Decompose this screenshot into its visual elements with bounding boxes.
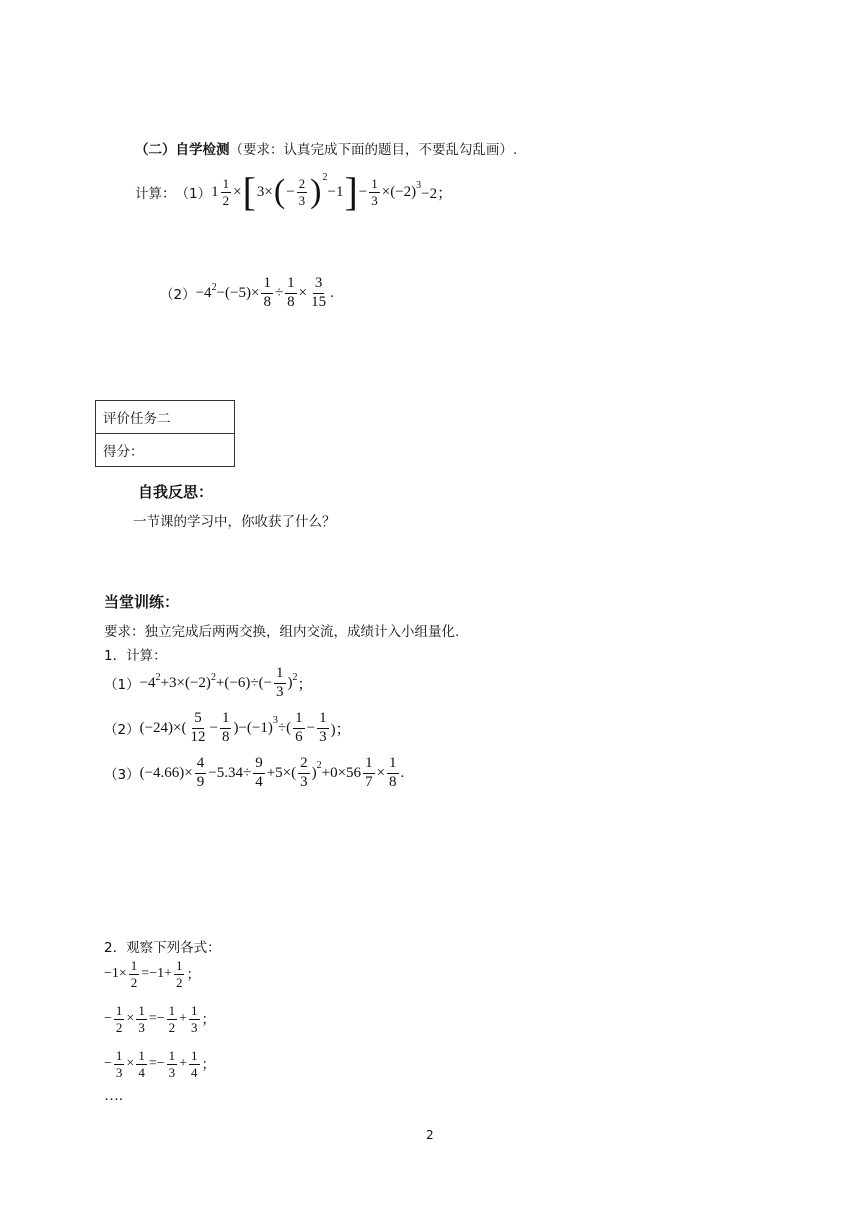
section-requirement: （要求：认真完成下面的题目，不要乱勾乱画）. — [229, 142, 518, 158]
expr-part: −4 — [139, 674, 156, 691]
expr-part: ÷( — [277, 719, 292, 736]
denominator: 3 — [115, 1064, 123, 1080]
numerator: 4 — [195, 756, 207, 774]
denominator: 3 — [191, 1019, 198, 1035]
denominator: 2 — [175, 974, 183, 990]
numerator: 1 — [293, 711, 305, 729]
numerator: 1 — [220, 711, 232, 729]
exponent: 3 — [272, 715, 278, 726]
denominator: 3 — [168, 1064, 176, 1080]
expr-part: −1 — [327, 183, 344, 200]
numerator: 1 — [130, 957, 138, 973]
section-title: 自学检测 — [175, 142, 230, 158]
numerator: 1 — [285, 276, 297, 294]
numerator: 1 — [175, 957, 183, 973]
exponent: 2 — [211, 282, 217, 293]
fraction — [253, 756, 265, 791]
expr-part: +5×( — [266, 764, 297, 781]
expr-part: +(−6)÷(− — [215, 674, 273, 691]
fraction — [167, 1004, 178, 1034]
denominator: 4 — [255, 773, 263, 790]
calc-problem-1 — [135, 168, 452, 216]
numerator: 3 — [313, 276, 325, 294]
times-sign: × — [233, 183, 242, 200]
expr-part: +0×56 — [321, 764, 362, 781]
problem-index: （2） — [160, 287, 196, 303]
fraction — [387, 756, 399, 791]
expr-part: − — [209, 719, 218, 736]
numerator: 1 — [274, 666, 286, 684]
exponent: 2 — [316, 760, 322, 771]
expr-part: )−(−1) — [233, 719, 273, 736]
numerator: 1 — [138, 1002, 145, 1018]
calc-label: 计算： — [135, 186, 176, 202]
exponent: 2 — [322, 172, 328, 183]
numerator: 1 — [261, 276, 273, 294]
times-sign: × — [298, 284, 308, 301]
fraction — [167, 1049, 178, 1079]
problem-index: （2） — [104, 722, 140, 738]
denominator: 8 — [263, 293, 271, 310]
expr-part: −(−5)× — [216, 284, 260, 301]
expr-end: ； — [201, 1058, 216, 1073]
numerator: 5 — [192, 711, 204, 729]
numerator: 1 — [363, 756, 375, 774]
expr-end: ； — [186, 968, 201, 983]
exponent: 2 — [210, 672, 216, 683]
training-requirement: 要求：独立完成后两两交换，组内交流，成绩计入小组量化. — [104, 624, 460, 640]
numerator: 1 — [191, 1047, 198, 1063]
minus-sign: − — [286, 183, 295, 200]
numerator: 1 — [115, 1002, 123, 1018]
fraction — [189, 1049, 200, 1079]
denominator: 3 — [319, 728, 327, 745]
question-1-part-2 — [104, 707, 351, 749]
evaluation-table — [95, 400, 235, 467]
numerator: 1 — [387, 756, 399, 774]
denominator: 3 — [138, 1019, 145, 1035]
expr-end: . — [400, 764, 405, 781]
expr-part: −1× — [104, 966, 127, 981]
divide-sign: ÷ — [274, 284, 284, 301]
mixed-whole: 1 — [211, 183, 219, 200]
problem-index: （1） — [104, 677, 140, 693]
fraction — [136, 1049, 147, 1079]
expr-part: − — [104, 1011, 112, 1026]
question-1-label: 1．计算： — [104, 648, 167, 664]
denominator: 8 — [287, 293, 295, 310]
right-paren: ) — [310, 173, 322, 210]
problem-index: （3） — [104, 767, 140, 783]
fraction — [261, 276, 273, 311]
calc-problem-2 — [160, 270, 334, 316]
numerator: 2 — [298, 175, 306, 191]
expr-part: × — [376, 764, 386, 781]
expr-part: − — [104, 1056, 112, 1071]
expr-part: =−1+ — [141, 966, 172, 981]
numerator: 1 — [371, 175, 378, 191]
denominator: 7 — [365, 773, 373, 790]
expr-end: ； — [201, 1013, 216, 1028]
numerator: 1 — [138, 1047, 145, 1063]
expr-part: +3×(−2) — [160, 674, 211, 691]
minus-sign: − — [358, 183, 368, 200]
score-field[interactable]: 得分： — [96, 434, 235, 467]
pattern-line-1 — [104, 955, 200, 993]
fraction — [221, 177, 232, 207]
numerator: 1 — [222, 175, 230, 191]
page-number: 2 — [426, 1128, 434, 1142]
expr-part: 3× — [256, 183, 273, 200]
denominator: 8 — [221, 728, 230, 745]
reflection-question: 一节课的学习中，你收获了什么？ — [133, 514, 336, 530]
expr-part: ) — [311, 764, 317, 781]
reflection-title: 自我反思： — [138, 483, 214, 501]
fraction — [129, 959, 140, 989]
fraction — [363, 756, 375, 791]
expr-part: (−24)×( — [139, 719, 187, 736]
expr-part: − — [306, 719, 316, 736]
pattern-line-3 — [104, 1045, 216, 1083]
expr-end: −2； — [421, 185, 453, 202]
fraction — [189, 711, 208, 746]
fraction — [298, 756, 310, 791]
expr-end: ； — [297, 676, 313, 693]
exponent: 2 — [292, 672, 298, 683]
numerator: 1 — [168, 1002, 176, 1018]
expr-part: + — [179, 1011, 188, 1026]
fraction — [114, 1049, 125, 1079]
denominator: 4 — [138, 1064, 145, 1080]
expr-part: × — [126, 1011, 135, 1026]
expr-part: −5.34÷ — [208, 764, 252, 781]
denominator: 3 — [371, 192, 378, 208]
problem-index: （1） — [175, 186, 212, 202]
fraction — [285, 276, 297, 311]
left-bracket: [ — [242, 169, 256, 214]
right-bracket: ] — [344, 169, 358, 214]
left-paren: ( — [273, 173, 286, 210]
fraction — [309, 276, 328, 311]
ellipsis: …. — [104, 1088, 123, 1104]
section-heading — [135, 138, 517, 158]
denominator: 3 — [298, 192, 306, 208]
expr-part: =− — [148, 1056, 165, 1071]
fraction — [189, 1004, 200, 1034]
denominator: 15 — [311, 293, 327, 310]
pattern-line-2 — [104, 1000, 216, 1038]
fraction — [114, 1004, 125, 1034]
section-prefix: （二） — [135, 142, 176, 158]
expr-part: =− — [148, 1011, 165, 1026]
fraction — [369, 177, 380, 207]
exponent: 2 — [155, 672, 161, 683]
numerator: 1 — [317, 711, 329, 729]
fraction — [274, 666, 286, 701]
fraction — [317, 711, 329, 746]
question-1-part-1 — [104, 662, 313, 704]
expr-part: −4 — [195, 284, 212, 301]
denominator: 2 — [168, 1019, 176, 1035]
denominator: 8 — [389, 773, 397, 790]
expr-part: ×(−2) — [381, 183, 417, 200]
denominator: 9 — [196, 773, 205, 790]
denominator: 2 — [115, 1019, 123, 1035]
fraction — [136, 1004, 147, 1034]
denominator: 6 — [295, 728, 303, 745]
expr-end: . — [330, 284, 334, 301]
fraction — [297, 177, 308, 207]
fraction — [195, 756, 207, 791]
denominator: 2 — [222, 192, 230, 208]
exponent: 3 — [416, 180, 422, 191]
denominator: 2 — [130, 974, 138, 990]
numerator: 1 — [115, 1047, 123, 1063]
denominator: 3 — [300, 773, 308, 790]
fraction — [220, 711, 232, 746]
question-1-part-3 — [104, 752, 404, 794]
numerator: 2 — [298, 756, 310, 774]
expr-part: ) — [287, 674, 293, 691]
numerator: 1 — [191, 1002, 198, 1018]
expr-end: )； — [330, 721, 351, 738]
question-2-label: 2．观察下列各式： — [104, 940, 221, 956]
numerator: 1 — [168, 1047, 176, 1063]
expr-part: (−4.66)× — [139, 764, 193, 781]
expr-part: + — [179, 1056, 188, 1071]
denominator: 3 — [276, 683, 284, 700]
denominator: 4 — [191, 1064, 198, 1080]
fraction — [293, 711, 305, 746]
expr-part: × — [126, 1056, 135, 1071]
numerator: 9 — [253, 756, 265, 774]
eval-task-label: 评价任务二 — [96, 401, 235, 434]
fraction — [174, 959, 185, 989]
training-title: 当堂训练： — [104, 593, 180, 611]
denominator: 12 — [190, 728, 206, 745]
